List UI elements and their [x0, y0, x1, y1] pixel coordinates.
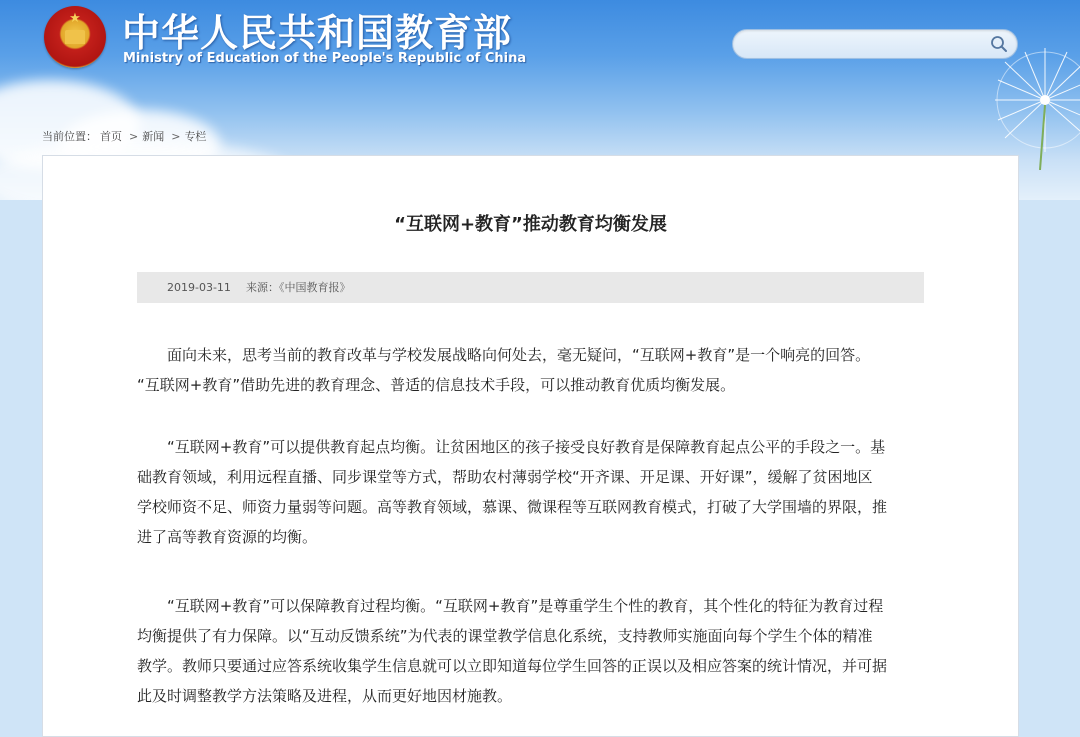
site-subtitle: Ministry of Education of the People's Republic of China	[123, 51, 527, 66]
paragraph-line: “互联网+教育”可以提供教育起点均衡。让贫困地区的孩子接受良好教育是保障教育起点公平的手段之一。基	[167, 438, 886, 456]
paragraph-line: 础教育领域，利用远程直播、同步课堂等方式，帮助农村薄弱学校“开齐课、开足课、开好课”，缓解了贫困地区	[137, 468, 873, 486]
site-title[interactable]: 中华人民共和国教育部	[122, 11, 513, 55]
breadcrumb-item-home[interactable]: 首页	[100, 130, 122, 143]
breadcrumb-item-column[interactable]: 专栏	[184, 130, 207, 143]
article-date: 2019-03-11	[167, 281, 231, 294]
article-paragraph	[137, 591, 927, 711]
dandelion-decoration	[970, 40, 1080, 170]
national-emblem-logo[interactable]	[44, 6, 106, 68]
article-title: “互联网+教育”推动教育均衡发展	[394, 214, 667, 235]
paragraph-line: 均衡提供了有力保障。以“互动反馈系统”为代表的课堂教学信息化系统，支持教师实施面向每个学生个体的精准	[137, 627, 873, 645]
star-icon: ★	[69, 11, 81, 26]
paragraph-line: “互联网+教育”可以保障教育过程均衡。“互联网+教育”是尊重学生个性的教育，其个性化的特征为教育过程	[167, 597, 884, 615]
breadcrumb	[42, 128, 209, 144]
breadcrumb-separator: >	[171, 130, 181, 143]
article-paragraph	[137, 432, 927, 552]
paragraph-line: 学校师资不足、师资力量弱等问题。高等教育领域，慕课、微课程等互联网教育模式，打破了大学围墙的界限，推	[137, 498, 888, 516]
paragraph-line: 面向未来，思考当前的教育改革与学校发展战略向何处去，毫无疑问，“互联网+教育”是一个响亮的回答。	[167, 346, 871, 364]
tiananmen-gate-icon	[65, 30, 85, 44]
article-meta-bar	[137, 272, 924, 303]
breadcrumb-item-news[interactable]: 新闻	[142, 130, 165, 143]
paragraph-line: 此及时调整教学方法策略及进程，从而更好地因材施教。	[137, 687, 513, 705]
breadcrumb-separator: >	[129, 130, 139, 143]
paragraph-line: “互联网+教育”借助先进的教育理念、普适的信息技术手段，可以推动教育优质均衡发展。	[137, 376, 736, 394]
paragraph-line: 教学。教师只要通过应答系统收集学生信息就可以立即知道每位学生回答的正误以及相应答案的统计情况，并可据	[137, 657, 888, 675]
paragraph-line: 进了高等教育资源的均衡。	[137, 528, 318, 546]
article-paragraph	[137, 340, 927, 400]
breadcrumb-prefix: 当前位置：	[42, 130, 97, 143]
search-input[interactable]	[747, 34, 989, 56]
article-source: 来源：《中国教育报》	[246, 281, 351, 294]
article-card	[42, 155, 1019, 737]
